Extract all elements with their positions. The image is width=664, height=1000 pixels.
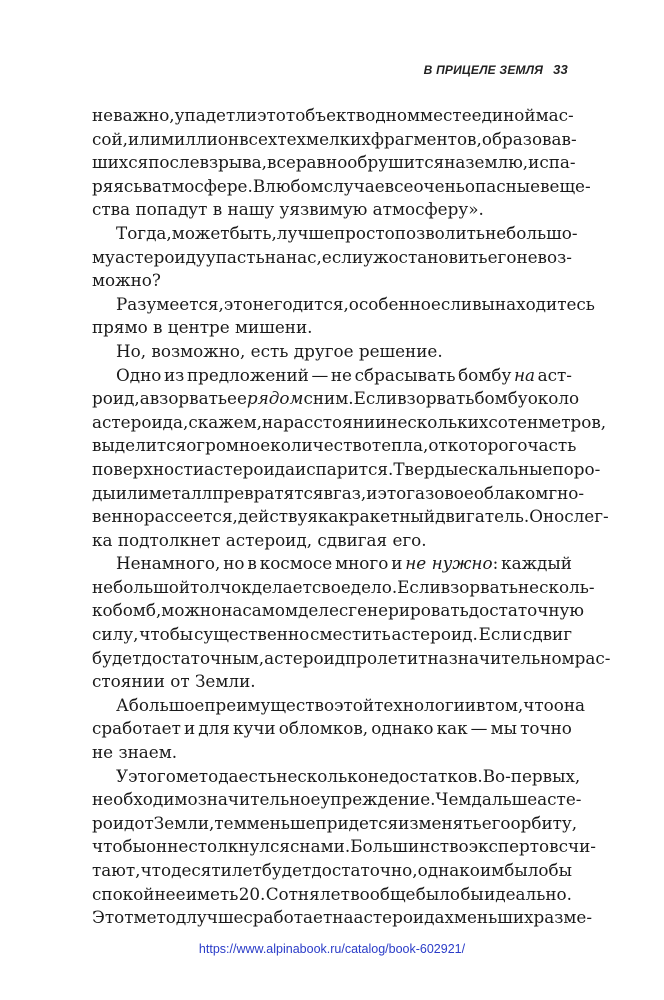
text-line	[92, 741, 572, 765]
word: образовав-	[481, 128, 577, 149]
word: ства попадут в нашу уязвимую атмосферу».	[92, 199, 484, 220]
word: дело.	[350, 576, 398, 597]
word: газовое	[406, 482, 474, 503]
word: экспертов	[468, 836, 559, 857]
word: или	[128, 128, 162, 149]
word: всех	[239, 128, 278, 149]
text-line	[92, 647, 611, 671]
word: ракетный	[348, 506, 436, 527]
text-line	[92, 151, 576, 175]
word: особенно	[348, 293, 431, 314]
word: важно,	[113, 105, 175, 125]
word: точно	[520, 718, 572, 739]
word: бомбу	[474, 388, 528, 409]
word: —	[311, 364, 329, 385]
text-line	[92, 364, 572, 388]
word: Но, возможно, есть другое решение.	[116, 340, 443, 361]
word: лучше	[276, 222, 334, 243]
word: достаточно,	[311, 860, 418, 880]
word: сместить	[310, 624, 391, 645]
word: что	[140, 860, 172, 880]
word: взорвать	[397, 388, 475, 409]
word: сработает	[92, 718, 181, 739]
word: метод	[133, 907, 187, 928]
word: этот	[257, 105, 296, 125]
word: уж	[363, 246, 389, 267]
word: было	[415, 883, 461, 904]
word: им	[479, 860, 505, 880]
word: меньше	[246, 812, 316, 833]
word: атмосфере.	[151, 175, 253, 196]
word: можно?	[92, 270, 161, 291]
word: выделится	[92, 435, 187, 456]
word: месте	[420, 105, 472, 125]
word: Большинство	[350, 836, 469, 857]
word: просто	[333, 222, 395, 243]
word: ли	[235, 105, 258, 125]
word: Оно	[529, 506, 565, 527]
word: самом	[242, 600, 299, 621]
word: Разумеется,	[116, 293, 224, 314]
word: слег-	[564, 506, 609, 527]
word: —	[470, 718, 488, 739]
word: Сотня	[265, 883, 320, 904]
word: идеально.	[484, 883, 572, 904]
word: все	[384, 175, 414, 196]
text-line	[92, 859, 572, 883]
word: превратятся	[212, 482, 324, 503]
word: спокойнее	[92, 883, 186, 904]
word: Если	[397, 576, 441, 597]
word: взорвать	[149, 388, 228, 409]
word: ка подтолкнет астероид, сдвигая его.	[92, 529, 427, 550]
word: небольшой	[92, 576, 191, 597]
word: на	[332, 907, 354, 928]
word: много	[335, 553, 389, 574]
text-line	[92, 505, 609, 529]
word: тают,	[92, 860, 141, 880]
word: облако	[473, 482, 536, 503]
word: этой	[334, 694, 375, 715]
word: в	[476, 694, 486, 715]
text-line	[92, 765, 581, 789]
word: одном	[365, 105, 421, 125]
word: упадет	[174, 105, 236, 125]
word: сгенерировать	[338, 600, 469, 621]
word: астероиду	[114, 246, 206, 267]
word: метров,	[538, 411, 607, 432]
text-line	[92, 694, 586, 718]
word: которого	[447, 435, 528, 456]
word: столкнулся	[188, 836, 291, 857]
word: ды	[92, 482, 116, 503]
word: меньших	[453, 907, 534, 928]
word: на	[221, 600, 243, 621]
word: миллион	[161, 128, 240, 149]
word: мы	[490, 718, 517, 739]
word: ее	[227, 388, 247, 409]
word: не нужно:	[405, 553, 499, 574]
text-line	[92, 482, 585, 506]
word: в	[247, 553, 257, 574]
word: рассеется,	[143, 506, 238, 527]
text-line	[92, 552, 572, 576]
word: газ,	[332, 482, 367, 503]
word: если	[321, 246, 364, 267]
word: как	[436, 718, 468, 739]
word: или	[115, 482, 149, 503]
word: и	[366, 482, 378, 503]
word: двигатель.	[435, 506, 530, 527]
word: взрыва,	[199, 152, 268, 173]
word: чтобы	[92, 836, 146, 857]
word: испа-	[528, 152, 576, 173]
word: ним.	[312, 388, 354, 409]
word: не	[167, 836, 189, 857]
word: будет	[92, 647, 142, 668]
word: она	[553, 694, 586, 715]
word: кучи	[232, 718, 276, 739]
word: его	[481, 812, 511, 833]
word: обломков,	[278, 718, 369, 739]
word: скажем,	[188, 411, 262, 432]
text-line	[92, 717, 572, 741]
text-line	[92, 458, 601, 482]
text-line	[92, 293, 595, 317]
word: значительном	[448, 647, 575, 668]
word: том,	[485, 694, 524, 715]
word: в	[323, 482, 333, 503]
word: роид,	[92, 388, 140, 409]
word: около	[527, 388, 580, 409]
word: метода	[175, 765, 239, 786]
word: толчок	[190, 576, 252, 597]
word: Ненамного,	[116, 553, 221, 574]
word: его	[487, 246, 517, 267]
word: иметь	[185, 883, 239, 904]
word: существенно	[193, 624, 310, 645]
word: быть,	[229, 222, 277, 243]
text-line	[92, 788, 582, 812]
text-line	[92, 246, 572, 270]
word: Земли,	[153, 812, 215, 833]
text-line	[92, 812, 578, 836]
word: как	[317, 506, 349, 527]
word: для	[198, 718, 230, 739]
word: космосе	[259, 553, 333, 574]
word: поверхности	[92, 458, 205, 479]
word: это	[223, 293, 253, 314]
word: не	[92, 105, 114, 125]
word: асте-	[537, 789, 582, 810]
word: венно	[92, 506, 144, 527]
running-head-title: В ПРИЦЕЛЕ ЗЕМЛЯ	[423, 63, 544, 77]
word: и	[391, 553, 403, 574]
word: на	[261, 411, 284, 432]
word: сработает	[243, 907, 333, 928]
text-line	[92, 434, 577, 458]
word: счи-	[558, 836, 596, 857]
word: все	[267, 152, 296, 173]
word: астероидах	[353, 907, 454, 928]
word: мас-	[535, 105, 574, 125]
text-line	[92, 883, 572, 907]
word: астероида	[204, 458, 296, 479]
word: однако	[371, 718, 434, 739]
word: сой,	[92, 128, 129, 149]
text-line	[92, 175, 591, 199]
word: он	[145, 836, 168, 857]
word: на	[264, 246, 286, 267]
word: не	[330, 364, 352, 385]
word: преимущество	[204, 694, 335, 715]
text-line	[92, 906, 593, 930]
word: каждый	[501, 553, 572, 574]
word: было	[504, 860, 549, 880]
word: лучше	[186, 907, 244, 928]
text-line	[92, 670, 572, 694]
text-line	[92, 104, 572, 128]
word: расстоянии	[283, 411, 387, 432]
word: рас-	[574, 647, 611, 668]
word: небольшо-	[485, 222, 578, 243]
text-line	[92, 576, 595, 600]
word: после	[148, 152, 200, 173]
word: сотен	[488, 411, 539, 432]
word: очень	[413, 175, 465, 196]
word: свое	[311, 576, 351, 597]
word: значительное	[197, 789, 321, 810]
word: невоз-	[516, 246, 572, 267]
word: объект	[295, 105, 356, 125]
word: разме-	[533, 907, 593, 928]
word: астероид.	[391, 624, 478, 645]
word: находитесь	[494, 293, 595, 314]
word: В	[252, 175, 266, 196]
word: придется	[315, 812, 399, 833]
word: Этот	[92, 907, 134, 928]
word: годится,	[273, 293, 349, 314]
word: нами.	[299, 836, 351, 857]
word: но	[223, 553, 245, 574]
word: с	[290, 836, 300, 857]
word: упасть	[205, 246, 265, 267]
word: вообще	[350, 883, 416, 904]
word: мелких	[306, 128, 371, 149]
word: равно	[295, 152, 348, 173]
word: что	[523, 694, 554, 715]
word: действуя	[237, 506, 318, 527]
word: роид	[92, 812, 135, 833]
word: вы	[472, 293, 495, 314]
text-line	[92, 269, 572, 293]
word: этого	[128, 765, 176, 786]
word: металл	[148, 482, 213, 503]
word: обрушится	[347, 152, 445, 173]
word: астероид	[264, 647, 346, 668]
word: рядом	[246, 388, 304, 409]
word: веще-	[540, 175, 591, 196]
word: из	[164, 364, 185, 385]
word: бомб,	[112, 600, 162, 621]
word: Если	[478, 624, 523, 645]
word: сдвиг	[522, 624, 572, 645]
word: Твердые	[393, 458, 469, 479]
word: остановить	[388, 246, 488, 267]
word: Во-первых,	[482, 765, 581, 786]
word: есть	[238, 765, 277, 786]
word: лет	[320, 883, 350, 904]
word: испарится.	[295, 458, 394, 479]
body-text	[92, 104, 611, 930]
word: позволить	[394, 222, 486, 243]
word: бы	[548, 860, 572, 880]
word: и	[183, 718, 196, 739]
text-line	[92, 387, 580, 411]
word: пролетит	[345, 647, 428, 668]
word: предложений	[186, 364, 309, 385]
word: на	[513, 364, 535, 385]
word: му	[92, 246, 115, 267]
word: может	[171, 222, 230, 243]
word: можно	[161, 600, 222, 621]
word: от	[428, 435, 448, 456]
word: если	[430, 293, 473, 314]
word: технологии	[374, 694, 476, 715]
word: дальше	[471, 789, 538, 810]
text-line	[92, 198, 572, 222]
word: не знаем.	[92, 742, 178, 763]
word: Если	[353, 388, 398, 409]
text-line	[92, 835, 596, 859]
word: силу,	[92, 624, 139, 645]
word: случае	[323, 175, 385, 196]
word: Одно	[116, 364, 162, 385]
word: огромное	[186, 435, 271, 456]
word: ко	[92, 600, 113, 621]
word: нескольких	[386, 411, 489, 432]
word: это	[377, 482, 407, 503]
word: бомбу	[458, 364, 512, 385]
word: тем	[214, 812, 247, 833]
word: нас,	[285, 246, 322, 267]
word: однако	[417, 860, 480, 880]
word: Тогда,	[116, 222, 172, 243]
text-line	[92, 316, 572, 340]
word: достаточным,	[141, 647, 265, 668]
word: землю,	[465, 152, 529, 173]
word: шихся	[92, 152, 149, 173]
word: 20.	[238, 883, 266, 904]
word: в	[142, 175, 152, 196]
word: прямо в центре мишени.	[92, 317, 313, 338]
text-line	[92, 623, 572, 647]
word: часть	[527, 435, 577, 456]
word: единой	[471, 105, 536, 125]
text-line	[92, 599, 585, 623]
word: тепла,	[371, 435, 429, 456]
word: опасные	[464, 175, 541, 196]
word: будет	[261, 860, 312, 880]
word: большое	[128, 694, 205, 715]
word: стоянии от Земли.	[92, 671, 256, 692]
word: чтобы	[139, 624, 194, 645]
word: на	[427, 647, 449, 668]
word: любом	[265, 175, 324, 196]
word: от	[134, 812, 154, 833]
word: У	[116, 765, 129, 786]
word: орбиту,	[510, 812, 578, 833]
word: поро-	[552, 458, 601, 479]
page-number: 33	[553, 62, 568, 77]
word: аст-	[537, 364, 572, 385]
word: мгно-	[535, 482, 585, 503]
word: Чем	[435, 789, 472, 810]
word: на	[444, 152, 466, 173]
word: деле	[298, 600, 339, 621]
word: ряясь	[92, 175, 143, 196]
word: количество	[270, 435, 372, 456]
text-line	[92, 411, 607, 435]
word: фрагментов,	[370, 128, 482, 149]
word: бы	[460, 883, 484, 904]
word: тех	[277, 128, 307, 149]
text-line	[92, 128, 577, 152]
word: изменять	[398, 812, 482, 833]
word: взорвать	[440, 576, 518, 597]
word: недостатков.	[367, 765, 483, 786]
word: десяти	[171, 860, 232, 880]
word: делает	[251, 576, 312, 597]
word: лет	[231, 860, 262, 880]
text-line	[92, 222, 578, 246]
word: с	[303, 388, 313, 409]
running-head	[424, 62, 568, 77]
word: достаточную	[468, 600, 585, 621]
text-line	[92, 529, 572, 553]
word: сбрасывать	[354, 364, 456, 385]
text-line	[92, 340, 572, 364]
word: необходимо	[92, 789, 198, 810]
word: несколько	[276, 765, 368, 786]
word: несколь-	[518, 576, 595, 597]
word: астероида,	[92, 411, 189, 432]
word: в	[355, 105, 366, 125]
word: не	[252, 293, 274, 314]
word: упреждение.	[320, 789, 436, 810]
word: скальные	[468, 458, 553, 479]
footer-url[interactable]: https://www.alpinabook.ru/catalog/book-602921/	[198, 942, 466, 956]
word: А	[116, 694, 129, 715]
word: а	[139, 388, 150, 409]
